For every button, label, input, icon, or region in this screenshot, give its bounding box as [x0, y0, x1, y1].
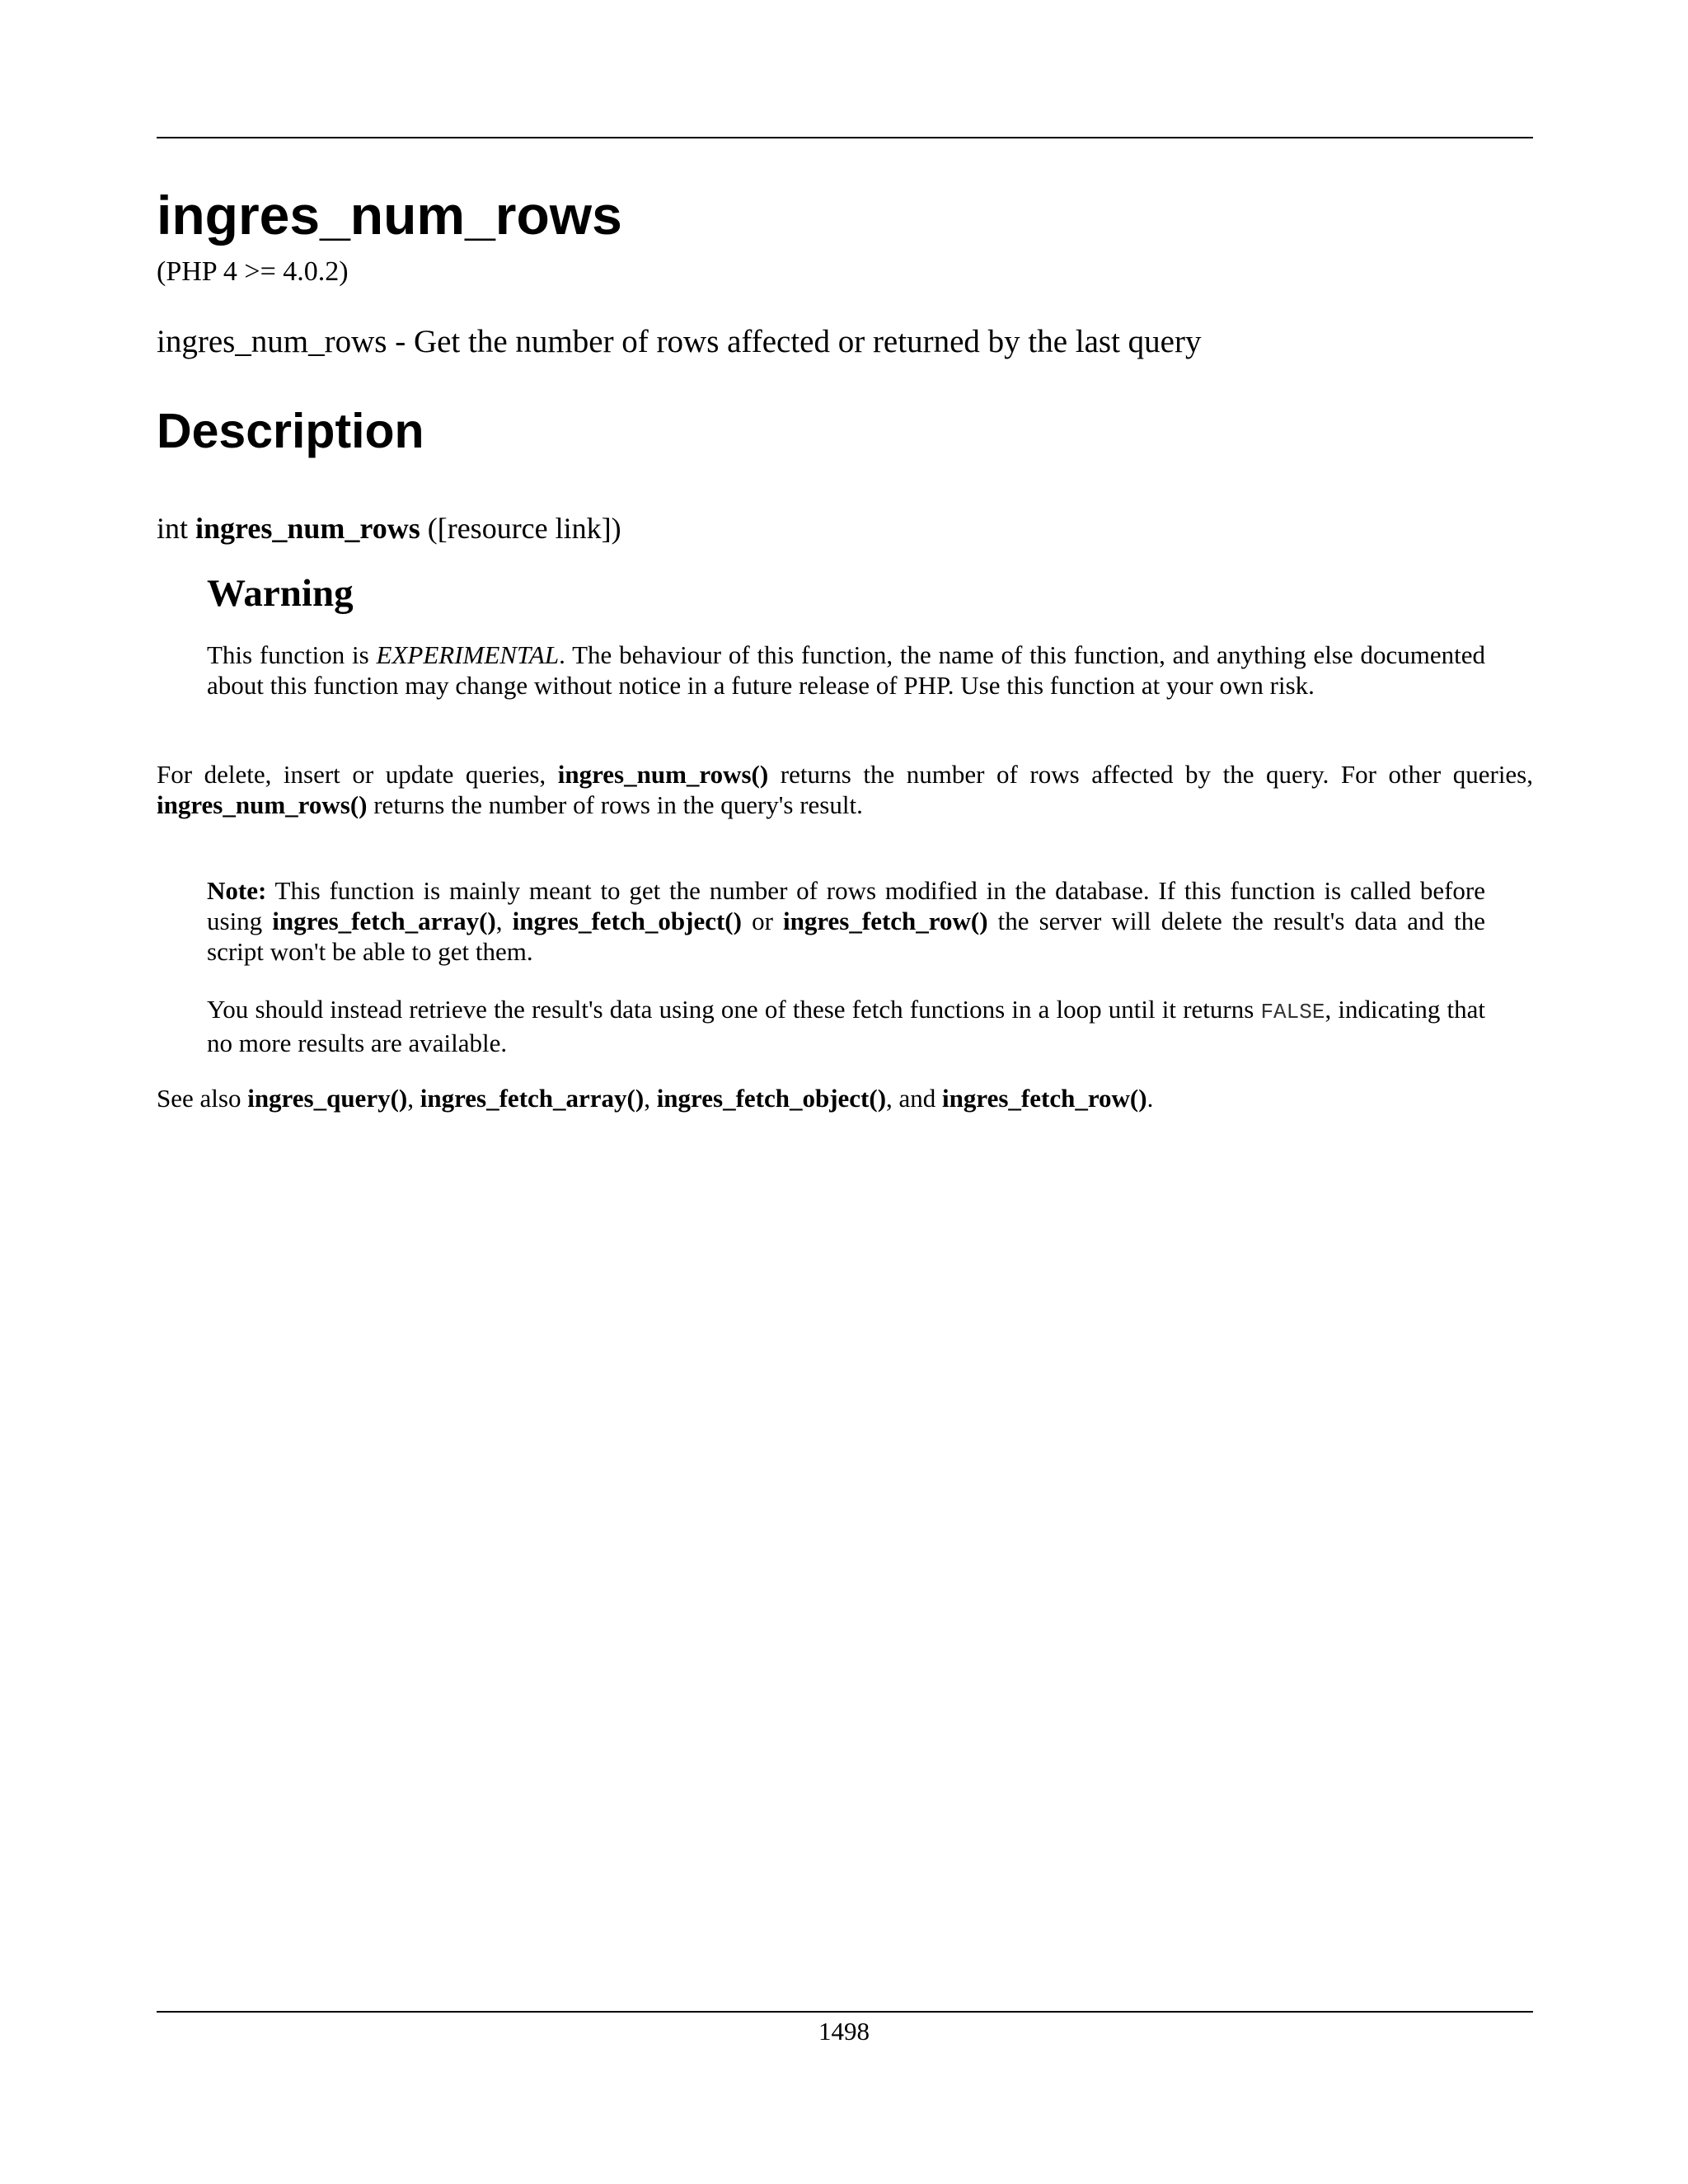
header-rule: [157, 137, 1533, 138]
description-heading: Description: [157, 404, 424, 458]
see-also: See also ingres_query(), ingres_fetch_array(), ingres_fetch_object(), and ingres_fetch_row().: [157, 1084, 1154, 1113]
function-ref: ingres_fetch_row(): [783, 907, 988, 935]
link-ingres-fetch-object[interactable]: ingres_fetch_object(): [656, 1084, 887, 1113]
warning-text: This function is EXPERIMENTAL. The behaviour of this function, the name of this function, and anything else documented about this function may change without notice in a future release of PHP. Use this function at your own risk.: [207, 640, 1485, 700]
note-paragraph-2: You should instead retrieve the result's data using one of these fetch functions in a loop until it returns FALSE, indicating that no more results are available.: [207, 995, 1485, 1057]
note-paragraph: Note: This function is mainly meant to get the number of rows modified in the database. If this function is called before using ingres_fetch_array(), ingres_fetch_object() or ingres_fetch_row() the server will delete the result's data and the script won't be able to get them.: [207, 876, 1485, 966]
ref-purpose: ingres_num_rows - Get the number of rows affected or returned by the last query: [157, 324, 1202, 359]
false-literal: FALSE: [1260, 1000, 1325, 1024]
experimental-emphasis: EXPERIMENTAL: [376, 640, 560, 669]
link-ingres-query[interactable]: ingres_query(): [247, 1084, 408, 1113]
function-params: ([resource link]): [427, 512, 621, 545]
function-ref: ingres_num_rows(): [557, 760, 769, 789]
page-title: ingres_num_rows: [157, 185, 622, 246]
version-info: (PHP 4 >= 4.0.2): [157, 256, 349, 287]
link-ingres-fetch-row[interactable]: ingres_fetch_row(): [942, 1084, 1147, 1113]
warning-heading: Warning: [207, 572, 354, 615]
function-ref: ingres_num_rows(): [157, 790, 368, 819]
link-ingres-fetch-array[interactable]: ingres_fetch_array(): [420, 1084, 645, 1113]
page-number: 1498: [818, 2017, 870, 2046]
function-synopsis: [157, 511, 621, 546]
function-name: ingres_num_rows: [195, 512, 420, 545]
footer-rule: [157, 2011, 1533, 2013]
return-value-paragraph: For delete, insert or update queries, ingres_num_rows() returns the number of rows affected by the query. For other queries, ingres_num_rows() returns the number of rows in the query's result.: [157, 760, 1534, 819]
function-ref: ingres_fetch_array(): [272, 907, 496, 935]
note-label: Note:: [207, 876, 267, 905]
function-ref: ingres_fetch_object(): [512, 907, 742, 935]
return-type: int: [157, 512, 189, 545]
